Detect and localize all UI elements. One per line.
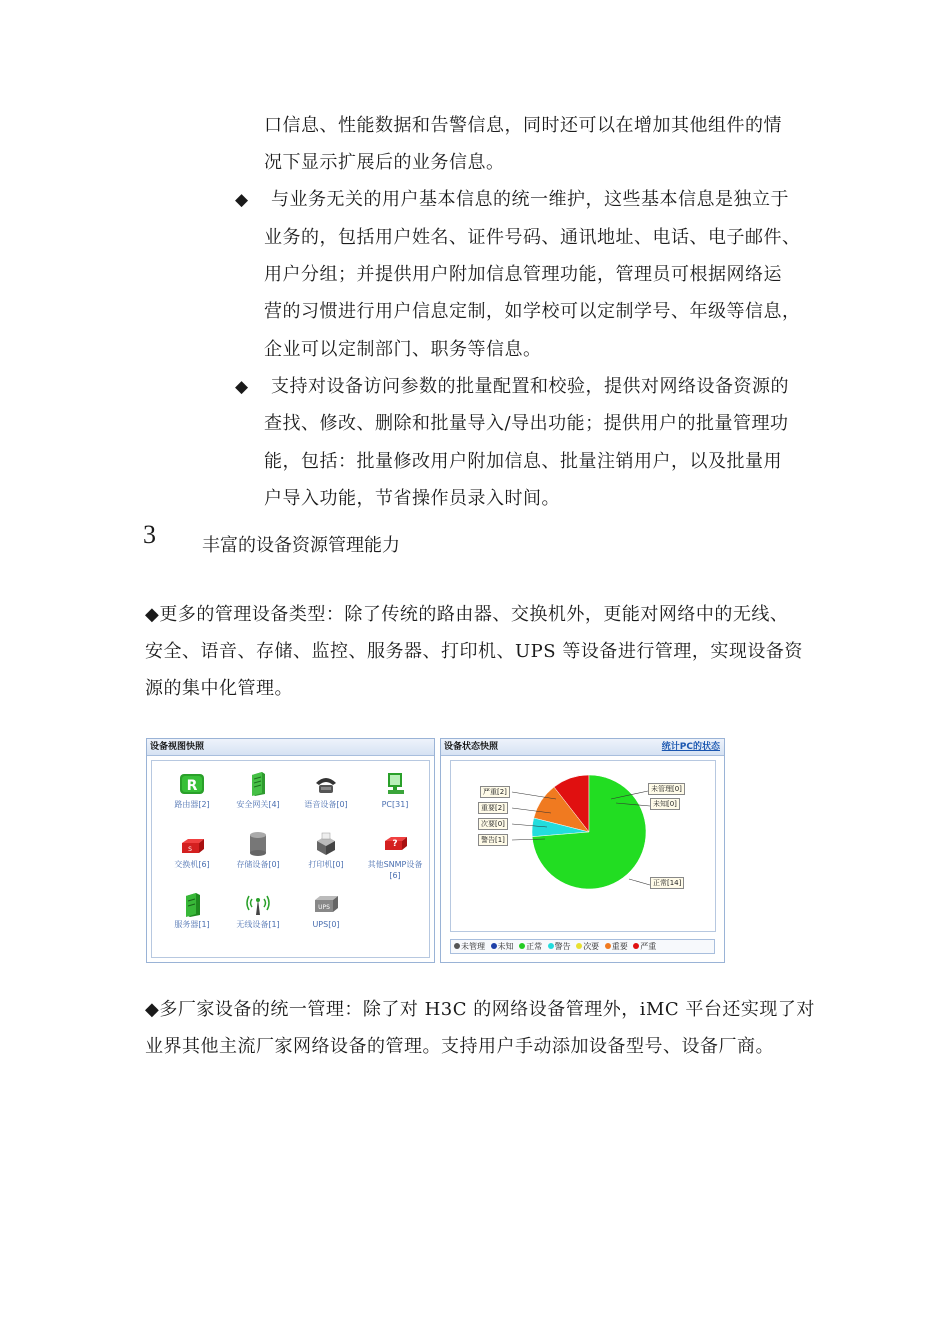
pc-icon — [380, 771, 410, 797]
paragraph-line: 业界其他主流厂家网络设备的管理。支持用户手动添加设备型号、设备厂商。 — [145, 1036, 774, 1057]
device-view-title: 设备视图快照 — [147, 739, 434, 756]
pie-label-unknown: 未知[0] — [650, 798, 680, 810]
security-gateway-icon — [243, 771, 273, 797]
device-status-title-text: 设备状态快照 — [444, 742, 499, 752]
paragraph-line: 户导入功能，节省操作员录入时间。 — [264, 488, 560, 509]
device-voice[interactable]: 语音设备[0] — [293, 771, 359, 810]
paragraph-line: ◆多厂家设备的统一管理：除了对 H3C 的网络设备管理外，iMC 平台还实现了对 — [145, 999, 815, 1020]
device-ups[interactable]: UPS UPS[0] — [293, 891, 359, 930]
device-view-panel — [146, 738, 435, 963]
legend-item-serious: 严重 — [633, 940, 656, 953]
pie-label-major: 重要[2] — [478, 802, 508, 814]
paragraph-line: 支持对设备访问参数的批量配置和校验，提供对网络设备资源的 — [271, 376, 789, 397]
pie-leader-line — [629, 879, 650, 885]
bullet-diamond-icon: ◆ — [235, 190, 249, 210]
device-router[interactable]: R 路由器[2] — [159, 771, 225, 810]
device-printer[interactable]: 打印机[0] — [293, 831, 359, 870]
legend-dot-icon — [576, 943, 582, 949]
printer-icon — [311, 831, 341, 857]
device-switch[interactable]: S 交换机[6] — [159, 831, 225, 870]
pie-label-serious: 严重[2] — [480, 786, 510, 798]
snmp-device-icon — [380, 831, 410, 857]
paragraph-line: 企业可以定制部门、职务等信息。 — [264, 339, 542, 360]
svg-text:R: R — [186, 778, 198, 794]
ups-icon — [311, 891, 341, 917]
svg-text:UPS: UPS — [318, 904, 330, 911]
device-status-title — [441, 739, 724, 756]
legend-item-major: 重要 — [605, 940, 628, 953]
legend-dot-icon — [491, 943, 497, 949]
switch-icon — [177, 831, 207, 857]
paragraph-line: 业务的，包括用户姓名、证件号码、通讯地址、电话、电子邮件、 — [264, 227, 801, 248]
device-pc[interactable]: PC[31] — [362, 771, 428, 810]
paragraph-line: 况下显示扩展后的业务信息。 — [264, 152, 505, 173]
server-icon — [177, 891, 207, 917]
bullet-diamond-icon: ◆ — [235, 377, 249, 397]
paragraph-line: 用户分组；并提供用户附加信息管理功能，管理员可根据网络运 — [264, 264, 782, 285]
paragraph-line: 与业务无关的用户基本信息的统一维护，这些基本信息是独立于 — [271, 189, 789, 210]
pie-label-normal: 正常[14] — [650, 877, 684, 889]
voice-device-icon — [311, 771, 341, 797]
device-wireless[interactable]: 无线设备[1] — [225, 891, 291, 930]
legend-item-unmanaged: 未管理 — [454, 940, 485, 953]
device-security-gateway[interactable]: 安全网关[4] — [225, 771, 291, 810]
section-number: 3 — [143, 520, 156, 549]
pie-label-warning: 警告[1] — [478, 834, 508, 846]
status-legend — [450, 939, 715, 954]
svg-text:?: ? — [392, 839, 398, 849]
pie-label-unmanaged: 未管理[0] — [648, 783, 685, 795]
device-status-panel — [440, 738, 725, 963]
legend-item-unknown: 未知 — [491, 940, 514, 953]
legend-dot-icon — [548, 943, 554, 949]
pie-label-minor: 次要[0] — [478, 818, 508, 830]
legend-dot-icon — [519, 943, 525, 949]
legend-dot-icon — [633, 943, 639, 949]
legend-item-normal: 正常 — [519, 940, 542, 953]
legend-item-minor: 次要 — [576, 940, 599, 953]
paragraph-line: 口信息、性能数据和告警信息，同时还可以在增加其他组件的情 — [264, 115, 782, 136]
paragraph-line: 查找、修改、删除和批量导入/导出功能；提供用户的批量管理功 — [264, 413, 789, 434]
svg-text:S: S — [188, 846, 192, 853]
paragraph-line: 安全、语音、存储、监控、服务器、打印机、UPS 等设备进行管理，实现设备资 — [145, 641, 803, 662]
storage-icon — [243, 831, 273, 857]
paragraph-line: ◆更多的管理设备类型：除了传统的路由器、交换机外，更能对网络中的无线、 — [145, 604, 789, 625]
paragraph-line: 营的习惯进行用户信息定制，如学校可以定制学号、年级等信息， — [264, 301, 801, 322]
paragraph-line: 能，包括：批量修改用户附加信息、批量注销用户，以及批量用 — [264, 451, 782, 472]
legend-dot-icon — [454, 943, 460, 949]
device-server[interactable]: 服务器[1] — [159, 891, 225, 930]
legend-item-warning: 警告 — [548, 940, 571, 953]
device-storage[interactable]: 存储设备[0] — [225, 831, 291, 870]
device-grid — [151, 760, 430, 958]
legend-dot-icon — [605, 943, 611, 949]
section-title: 丰富的设备资源管理能力 — [202, 535, 400, 556]
paragraph-line: 源的集中化管理。 — [145, 678, 293, 699]
device-other-snmp[interactable]: ? 其他SNMP设备[6] — [362, 831, 428, 881]
wireless-icon — [243, 891, 273, 917]
router-icon — [177, 771, 207, 797]
pc-status-link[interactable]: 统计PC的状态 — [661, 742, 720, 752]
